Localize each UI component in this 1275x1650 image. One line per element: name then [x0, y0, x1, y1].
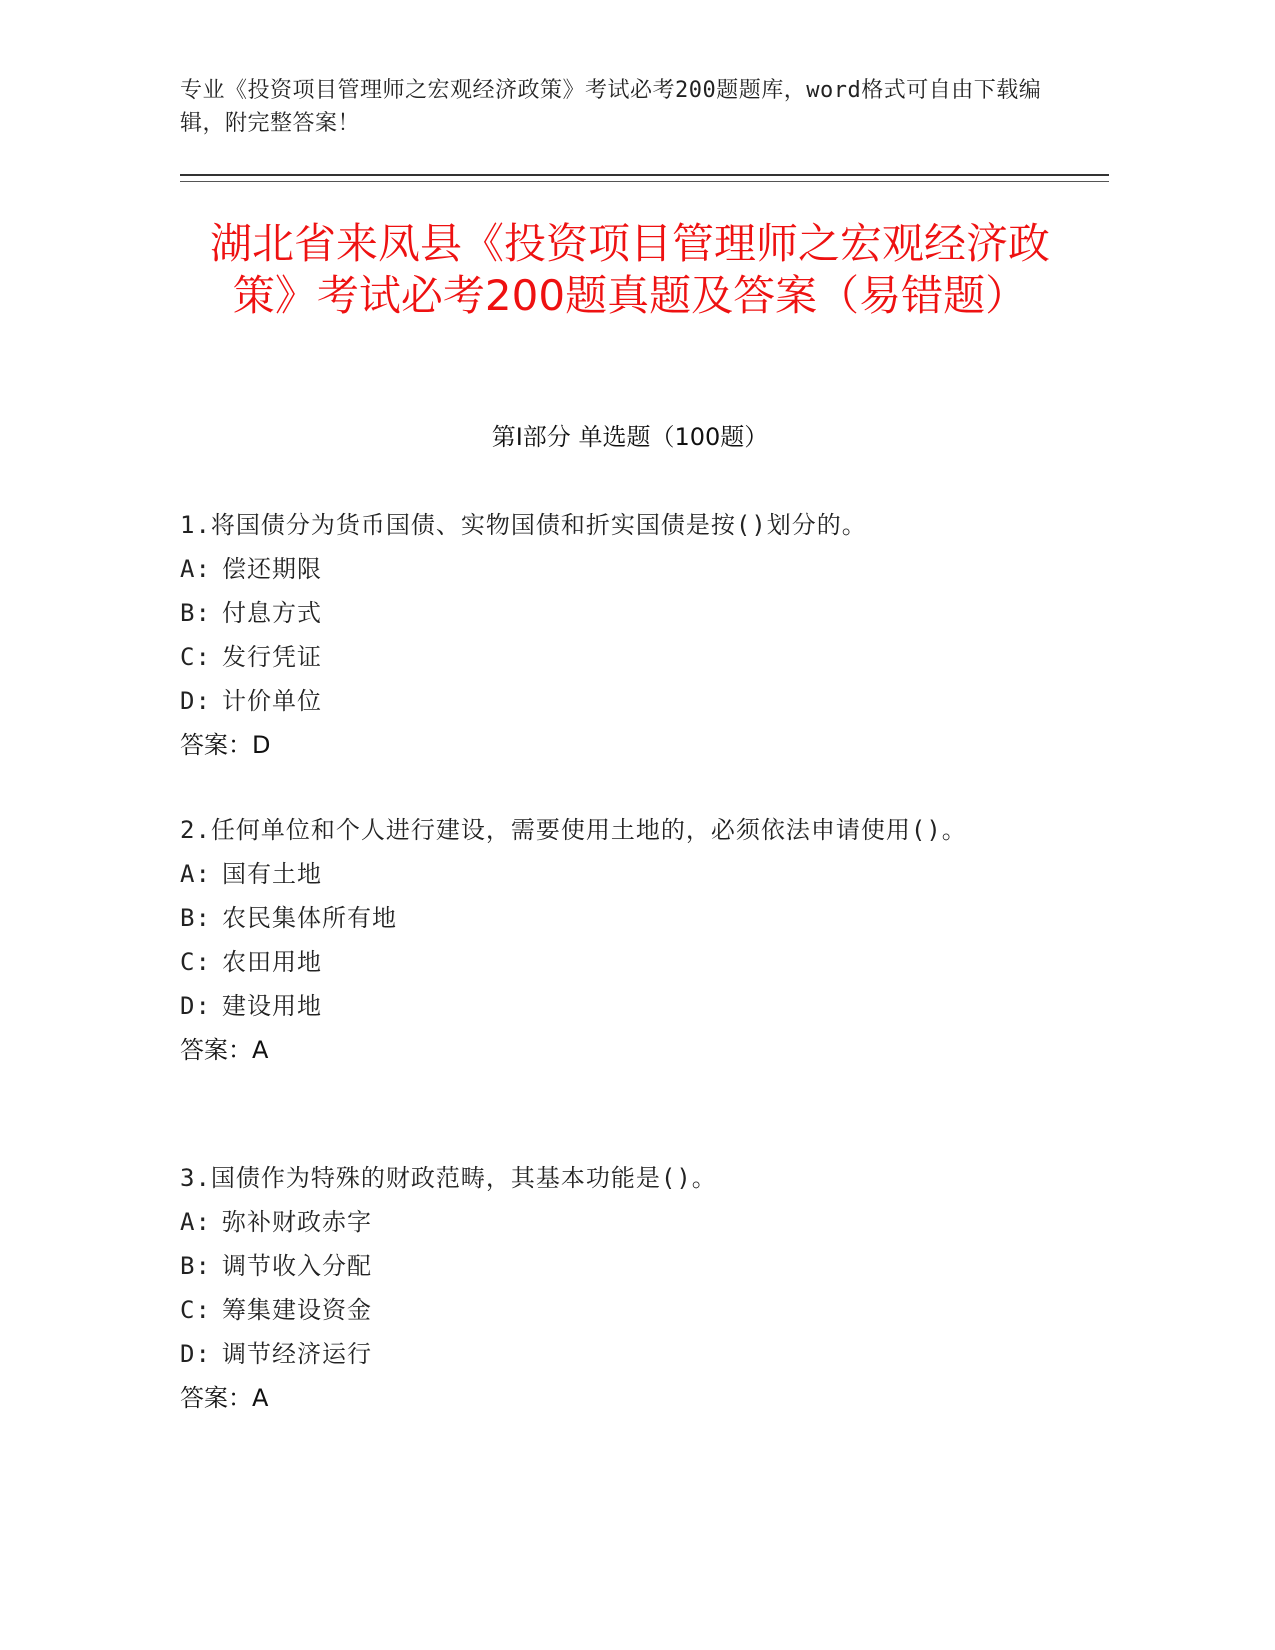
option-a	[180, 852, 1060, 896]
option-key: A:	[180, 555, 211, 583]
question-block	[180, 1156, 1060, 1420]
header-note: 专业《投资项目管理师之宏观经济政策》考试必考200题题库，word格式可自由下载编辑，附完整答案！	[180, 78, 1042, 136]
answer-line: 答案：D	[180, 731, 271, 759]
option-key: D:	[180, 687, 211, 715]
option-text: 付息方式	[222, 599, 322, 627]
option-text: 调节经济运行	[222, 1340, 372, 1368]
question-stem: 1.将国债分为货币国债、实物国债和折实国债是按()划分的。	[180, 511, 867, 539]
option-a	[180, 547, 1060, 591]
option-text: 调节收入分配	[222, 1252, 372, 1280]
option-a	[180, 1200, 1060, 1244]
option-text: 发行凭证	[222, 643, 322, 671]
answer-line: 答案：A	[180, 1384, 269, 1412]
header-divider-thin	[180, 181, 1109, 182]
answer-line: 答案：A	[180, 1036, 269, 1064]
option-key: D:	[180, 992, 211, 1020]
question-stem: 2.任何单位和个人进行建设，需要使用土地的，必须依法申请使用()。	[180, 816, 967, 844]
option-d	[180, 1332, 1060, 1376]
option-b	[180, 591, 1060, 635]
option-b	[180, 1244, 1060, 1288]
document-title: 湖北省来凤县《投资项目管理师之宏观经济政策》考试必考200题真题及答案（易错题）	[209, 219, 1050, 320]
option-c	[180, 940, 1060, 984]
option-b	[180, 896, 1060, 940]
option-text: 偿还期限	[222, 555, 322, 583]
option-text: 农田用地	[222, 948, 322, 976]
option-text: 建设用地	[222, 992, 322, 1020]
option-c	[180, 635, 1060, 679]
header-divider-thick	[180, 174, 1109, 176]
option-text: 弥补财政赤字	[222, 1208, 372, 1236]
option-key: A:	[180, 1208, 211, 1236]
question-stem: 3.国债作为特殊的财政范畴，其基本功能是()。	[180, 1164, 717, 1192]
section-title: 第I部分 单选题（100题）	[491, 423, 769, 451]
option-d	[180, 679, 1060, 723]
option-key: B:	[180, 599, 211, 627]
option-text: 国有土地	[222, 860, 322, 888]
option-key: B:	[180, 904, 211, 932]
option-key: A:	[180, 860, 211, 888]
option-key: B:	[180, 1252, 211, 1280]
option-key: C:	[180, 643, 211, 671]
option-d	[180, 984, 1060, 1028]
option-key: C:	[180, 948, 211, 976]
option-text: 农民集体所有地	[222, 904, 397, 932]
option-text: 筹集建设资金	[222, 1296, 372, 1324]
question-block	[180, 808, 1060, 1072]
option-text: 计价单位	[222, 687, 322, 715]
option-key: D:	[180, 1340, 211, 1368]
option-key: C:	[180, 1296, 211, 1324]
option-c	[180, 1288, 1060, 1332]
question-block	[180, 503, 1060, 767]
